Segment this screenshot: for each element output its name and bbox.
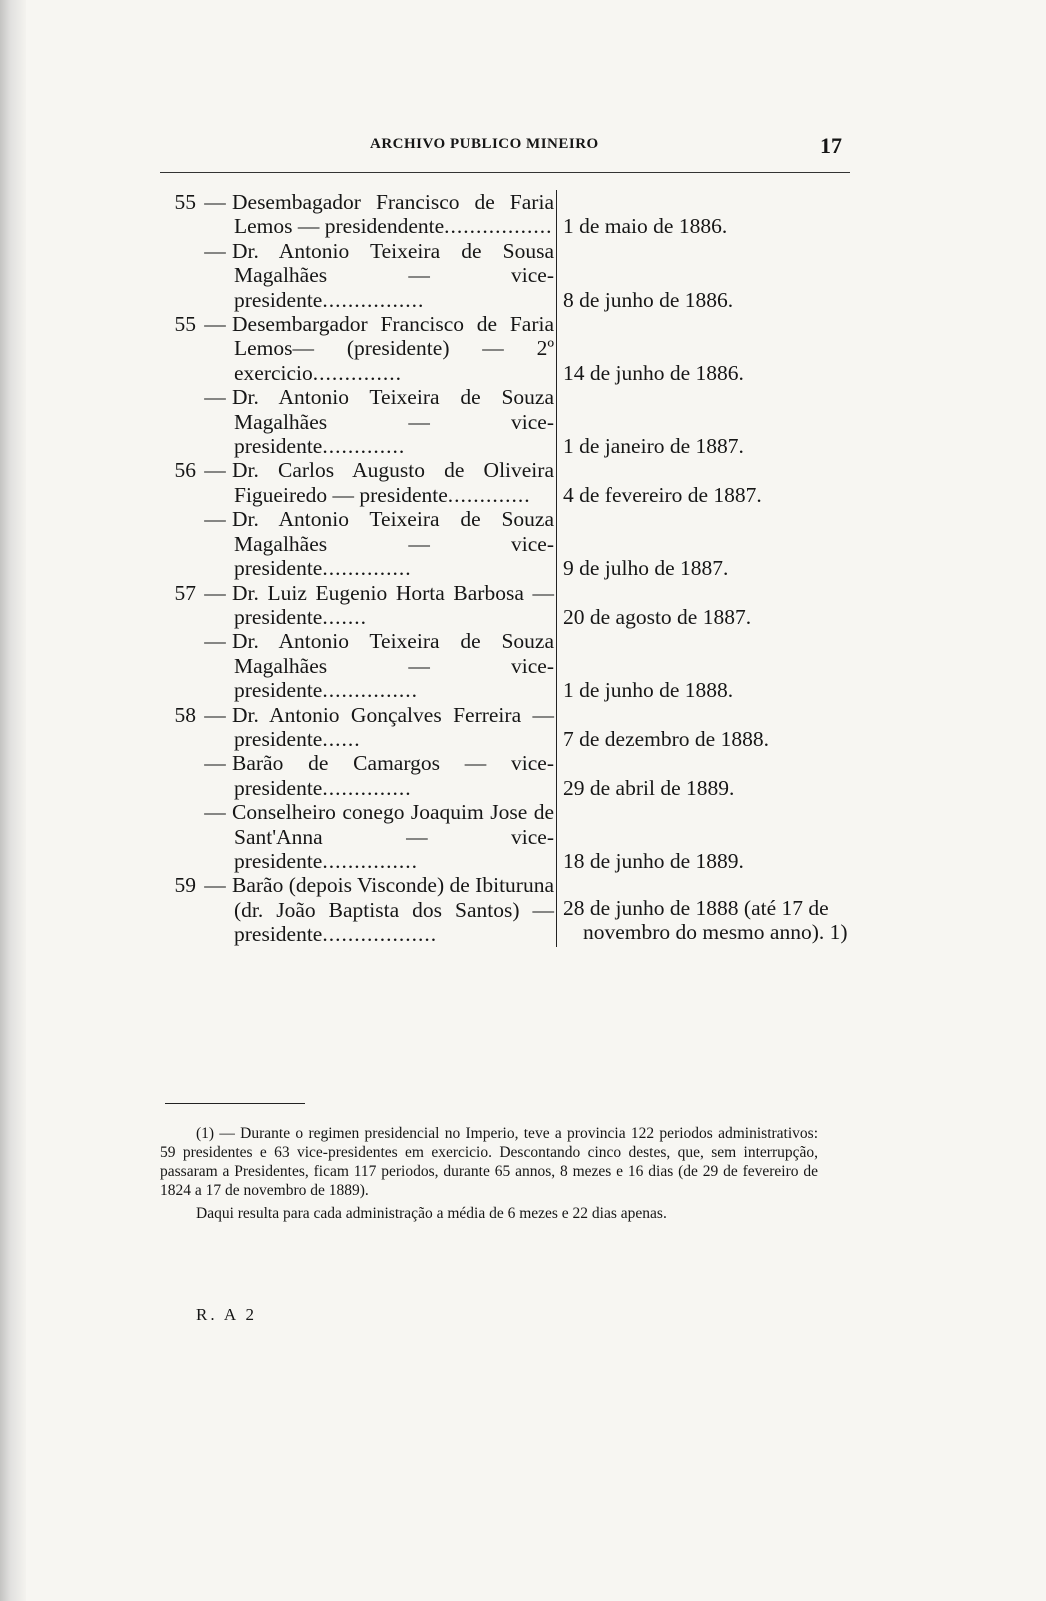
entry-date: 1 de janeiro de 1887. <box>563 434 744 459</box>
entry-description <box>198 629 554 702</box>
entry-name: Dr. Antonio Teixeira de Souza Magalhães — vice-presidente <box>232 385 554 459</box>
entry-date: 1 de junho de 1888. <box>563 678 734 703</box>
entry-name: Barão (depois Visconde) de Ibituruna (dr. João Baptista dos Santos) — presidente <box>232 873 554 947</box>
administrations-table <box>158 190 858 947</box>
entry-date: 8 de junho de 1886. <box>563 287 734 312</box>
entry-number: 55 <box>174 190 196 214</box>
entry-date-cell <box>556 800 858 873</box>
entry-date: 29 de abril de 1889. <box>563 775 735 800</box>
entry-name: Conselheiro conego Joaquim Jose de Sant'Anna — vice-presidente <box>232 800 554 873</box>
entry-date: 28 de junho de 1888 (até 17 de novembro do mesmo anno). 1) <box>563 895 848 945</box>
signature-mark: R. A 2 <box>196 1305 257 1324</box>
entry-date: 4 de fevereiro de 1887. <box>563 482 762 507</box>
entry-dash: — <box>204 507 226 532</box>
entry-date: 9 de julho de 1887. <box>563 556 729 581</box>
entry-date-cell <box>556 703 858 752</box>
table-row <box>158 751 858 800</box>
footnote-rule <box>165 1103 305 1104</box>
entry-number: 58 <box>174 702 196 727</box>
entry-date-cell <box>556 629 858 702</box>
table-row <box>158 703 858 752</box>
entry-date-cell <box>556 507 858 580</box>
entry-name: Barão de Camargos — vice-presidente <box>232 751 554 800</box>
leader-dots: ............... <box>322 678 418 703</box>
running-header <box>160 133 850 173</box>
entry-date-cell <box>556 190 858 239</box>
entry-description <box>198 507 554 580</box>
page-number: 17 <box>820 133 842 158</box>
entry-date-cell <box>556 239 858 312</box>
leader-dots: ............. <box>447 482 531 507</box>
entry-dash: — <box>204 238 226 263</box>
table-row <box>158 312 858 385</box>
entry-name: Dr. Luiz Eugenio Horta Barbosa — presidente <box>232 580 554 629</box>
footnote-paragraph-1: (1) — Durante o regimen presidencial no Imperio, teve a provincia 122 periodos administrativos: 59 presidentes e 63 vice-presidentes em exercicio. Descontando cinco destes, que, sem interrupção, passaram a Presidentes, ficam 117 periodos, durante 65 annos, 8 mezes e 16 dias (de 29 de fevereiro de 1824 a 17 de novembro de 1889). <box>160 1125 818 1199</box>
entry-number: 56 <box>174 458 196 483</box>
leader-dots: ................ <box>322 287 425 312</box>
entry-number: 57 <box>174 580 196 605</box>
entry-date-cell <box>556 581 858 630</box>
table-row <box>158 800 858 873</box>
entry-dash: — <box>204 312 226 337</box>
entry-description <box>198 239 554 312</box>
table-row <box>158 581 858 630</box>
leader-dots: .............. <box>322 775 412 800</box>
entry-description <box>198 800 554 873</box>
entry-name: Dr. Antonio Teixeira de Souza Magalhães — vice-presidente <box>232 629 554 703</box>
table-row <box>158 385 858 458</box>
footnote <box>160 1124 818 1227</box>
entry-date: 14 de junho de 1886. <box>563 360 744 385</box>
entry-dash: — <box>204 385 226 410</box>
table-row <box>158 873 858 946</box>
leader-dots: .............. <box>312 360 403 385</box>
entry-dash: — <box>204 800 226 825</box>
entry-number: 59 <box>174 873 196 898</box>
entry-number: 55 <box>174 312 196 337</box>
entry-date: 7 de dezembro de 1888. <box>563 726 769 751</box>
entry-name: Dr. Antonio Gonçalves Ferreira — presidente <box>232 702 554 751</box>
leader-dots: ....... <box>322 604 367 629</box>
table-row <box>158 190 858 239</box>
leader-dots: ............. <box>322 434 406 459</box>
table-row <box>158 629 858 702</box>
entry-dash: — <box>204 190 226 214</box>
header-title: ARCHIVO PUBLICO MINEIRO <box>370 136 599 152</box>
entry-date-cell <box>556 385 858 458</box>
table-row <box>158 239 858 312</box>
entry-dash: — <box>204 580 226 605</box>
entry-dash: — <box>204 702 226 727</box>
table-row <box>158 458 858 507</box>
leader-dots: .............. <box>322 556 412 581</box>
entry-name: Desembargador Francisco de Faria Lemos— (presidente) — 2º exercicio <box>232 312 554 385</box>
entry-dash: — <box>204 873 226 898</box>
entry-dash: — <box>204 629 226 654</box>
leader-dots: .................. <box>322 922 438 947</box>
entry-date-cell <box>556 873 863 946</box>
entry-description <box>198 385 554 458</box>
table-row <box>158 507 858 580</box>
entry-dash: — <box>204 458 226 483</box>
entry-description <box>198 581 554 630</box>
entry-name: Dr. Antonio Teixeira de Sousa Magalhães — vice-presidente <box>232 238 554 312</box>
leader-dots: ............... <box>322 848 418 873</box>
scan-edge-shadow <box>0 0 26 1601</box>
leader-dots: ...... <box>322 726 361 751</box>
entry-date-cell <box>556 312 858 385</box>
entry-description <box>198 190 554 239</box>
footnote-paragraph-2: Daqui resulta para cada administração a média de 6 mezes e 22 dias apenas. <box>196 1205 667 1222</box>
entry-name: Dr. Antonio Teixeira de Souza Magalhães — vice-presidente <box>232 507 554 581</box>
entry-name: Dr. Carlos Augusto de Oliveira Figueiredo — presidente <box>232 458 554 507</box>
entry-description <box>198 458 554 507</box>
entry-date: 18 de junho de 1889. <box>563 848 744 873</box>
entry-date-cell <box>556 458 858 507</box>
entry-date: 1 de maio de 1886. <box>563 214 728 239</box>
entry-description <box>198 873 554 946</box>
entry-date-cell <box>556 751 858 800</box>
leader-dots: ................. <box>444 214 553 239</box>
entry-date: 20 de agosto de 1887. <box>563 604 752 629</box>
entry-description <box>198 751 554 800</box>
entry-dash: — <box>204 751 226 776</box>
entry-name: Desembagador Francisco de Faria Lemos — presidendente <box>232 190 554 239</box>
entry-description <box>198 312 554 385</box>
entry-description <box>198 703 554 752</box>
